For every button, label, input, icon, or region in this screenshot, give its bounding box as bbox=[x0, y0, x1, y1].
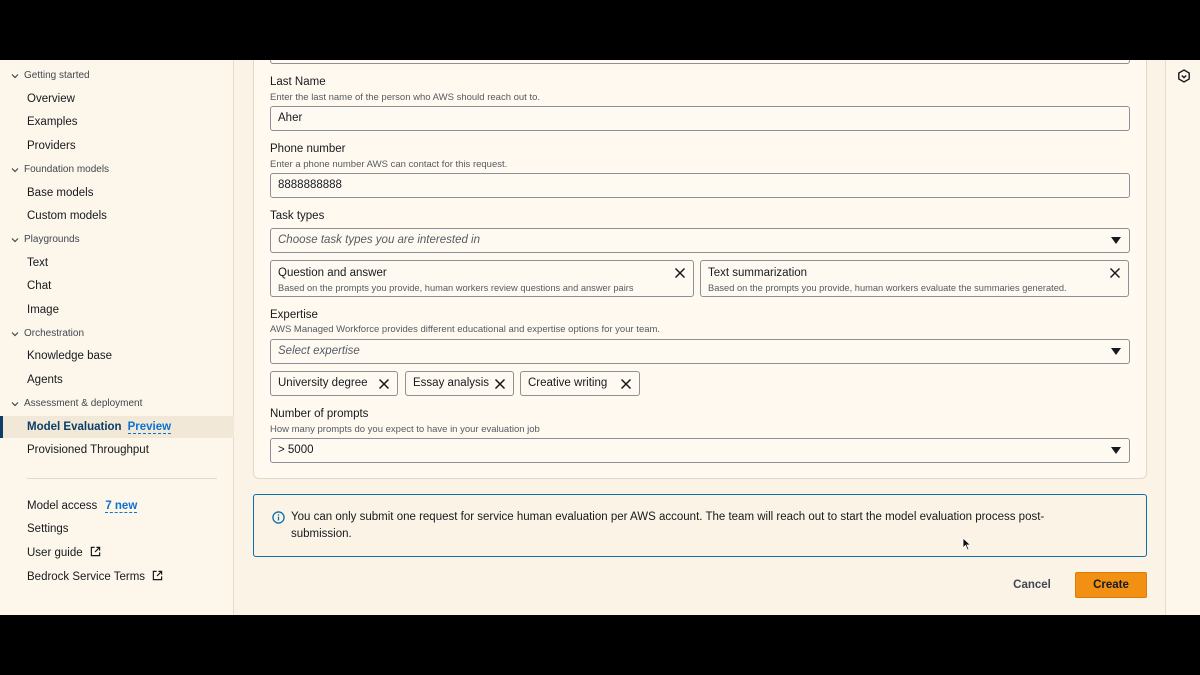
external-link-icon bbox=[152, 570, 163, 581]
chevron-down-icon bbox=[10, 329, 20, 339]
mouse-cursor-icon bbox=[962, 537, 972, 551]
task-types-label: Task types bbox=[270, 210, 325, 222]
token-label: University degree bbox=[278, 377, 368, 389]
task-card-description: Based on the prompts you provide, human workers evaluate the summaries generated. bbox=[708, 283, 1067, 293]
sidebar-item-service-terms[interactable] bbox=[27, 570, 163, 583]
expertise-placeholder: Select expertise bbox=[278, 345, 360, 357]
section-label: Orchestration bbox=[24, 328, 85, 339]
sidebar-item-chat[interactable]: Chat bbox=[27, 280, 52, 292]
sidebar-item-model-evaluation[interactable] bbox=[27, 421, 171, 433]
prompts-description: How many prompts do you expect to have in your evaluation job bbox=[270, 424, 540, 435]
previous-input-edge bbox=[270, 60, 1130, 64]
expertise-token bbox=[270, 371, 398, 396]
phone-description: Enter a phone number AWS can contact for this request. bbox=[270, 159, 508, 170]
expertise-description: AWS Managed Workforce provides different educational and expertise options for your team. bbox=[270, 324, 661, 335]
prompts-value: > 5000 bbox=[278, 444, 314, 456]
letterbox-bottom bbox=[0, 615, 1200, 675]
task-card-description: Based on the prompts you provide, human workers review questions and answer pairs bbox=[278, 283, 634, 293]
sidebar-item-custom-models[interactable]: Custom models bbox=[27, 210, 107, 222]
chevron-down-icon bbox=[10, 399, 20, 409]
phone-label: Phone number bbox=[270, 143, 346, 155]
sidebar-item-user-guide[interactable] bbox=[27, 546, 101, 559]
token-label: Essay analysis bbox=[413, 377, 490, 389]
expertise-token bbox=[405, 371, 514, 396]
letterbox-top bbox=[0, 0, 1200, 60]
token-label: Creative writing bbox=[528, 377, 608, 389]
sidebar-divider bbox=[27, 478, 217, 479]
sidebar-item-model-access[interactable] bbox=[27, 500, 137, 512]
section-foundation-models[interactable] bbox=[10, 164, 109, 175]
caret-down-icon bbox=[1111, 237, 1121, 244]
close-icon[interactable] bbox=[378, 378, 390, 390]
sidebar-item-label: Bedrock Service Terms bbox=[27, 571, 146, 583]
section-label: Getting started bbox=[24, 70, 90, 81]
sidebar-item-settings[interactable]: Settings bbox=[27, 523, 69, 535]
task-card-question-answer bbox=[270, 260, 694, 297]
close-icon[interactable] bbox=[620, 378, 632, 390]
section-getting-started[interactable] bbox=[10, 70, 90, 81]
task-card-title: Text summarization bbox=[708, 267, 808, 279]
phone-input[interactable]: 8888888888 bbox=[270, 173, 1130, 198]
close-icon[interactable] bbox=[494, 378, 506, 390]
close-icon[interactable] bbox=[1109, 267, 1121, 279]
section-playgrounds[interactable] bbox=[10, 234, 80, 245]
last-name-input[interactable]: Aher bbox=[270, 106, 1130, 131]
app-window bbox=[0, 60, 1200, 615]
prompts-select[interactable] bbox=[270, 438, 1130, 463]
sidebar-item-knowledge-base[interactable]: Knowledge base bbox=[27, 350, 113, 362]
alert-message: You can only submit one request for service human evaluation per AWS account. The team will reach out to start the model evaluation process post-submission. bbox=[291, 511, 1045, 540]
sidebar bbox=[0, 60, 234, 615]
close-icon[interactable] bbox=[674, 267, 686, 279]
task-types-placeholder: Choose task types you are interested in bbox=[278, 234, 481, 246]
section-assessment-deployment[interactable] bbox=[10, 398, 142, 409]
new-count-badge[interactable]: 7 new bbox=[105, 500, 138, 512]
sidebar-item-examples[interactable]: Examples bbox=[27, 116, 78, 128]
sidebar-item-providers[interactable]: Providers bbox=[27, 140, 76, 152]
last-name-label: Last Name bbox=[270, 76, 326, 88]
prompts-label: Number of prompts bbox=[270, 408, 369, 420]
caret-down-icon bbox=[1111, 447, 1121, 454]
settings-hexagon-icon[interactable] bbox=[1177, 69, 1191, 83]
sidebar-item-label: Model access bbox=[27, 500, 98, 512]
sidebar-item-base-models[interactable]: Base models bbox=[27, 187, 94, 199]
expertise-select[interactable] bbox=[270, 339, 1130, 364]
sidebar-item-provisioned-throughput[interactable]: Provisioned Throughput bbox=[27, 444, 149, 456]
section-label: Assessment & deployment bbox=[24, 398, 143, 409]
sidebar-item-label: User guide bbox=[27, 547, 83, 559]
section-label: Playgrounds bbox=[24, 234, 80, 245]
external-link-icon bbox=[90, 546, 101, 557]
task-card-text-summarization bbox=[700, 260, 1129, 297]
section-orchestration[interactable] bbox=[10, 328, 84, 339]
sidebar-item-label: Model Evaluation bbox=[27, 421, 122, 433]
preview-badge[interactable]: Preview bbox=[127, 421, 172, 433]
create-button[interactable]: Create bbox=[1075, 572, 1147, 598]
last-name-description: Enter the last name of the person who AWS should reach out to. bbox=[270, 92, 541, 103]
chevron-down-icon bbox=[10, 71, 20, 81]
cancel-button[interactable]: Cancel bbox=[1013, 579, 1051, 591]
chevron-down-icon bbox=[10, 165, 20, 175]
info-alert bbox=[253, 494, 1147, 557]
sidebar-item-text[interactable]: Text bbox=[27, 257, 49, 269]
sidebar-item-image[interactable]: Image bbox=[27, 304, 59, 316]
section-label: Foundation models bbox=[24, 164, 110, 175]
caret-down-icon bbox=[1111, 348, 1121, 355]
sidebar-item-overview[interactable]: Overview bbox=[27, 93, 75, 105]
task-types-select[interactable] bbox=[270, 228, 1130, 253]
info-icon bbox=[272, 511, 285, 524]
sidebar-item-agents[interactable]: Agents bbox=[27, 374, 63, 386]
right-utility-panel bbox=[1165, 60, 1200, 615]
expertise-token bbox=[520, 371, 640, 396]
task-card-title: Question and answer bbox=[278, 267, 387, 279]
chevron-down-icon bbox=[10, 235, 20, 245]
expertise-label: Expertise bbox=[270, 309, 318, 321]
